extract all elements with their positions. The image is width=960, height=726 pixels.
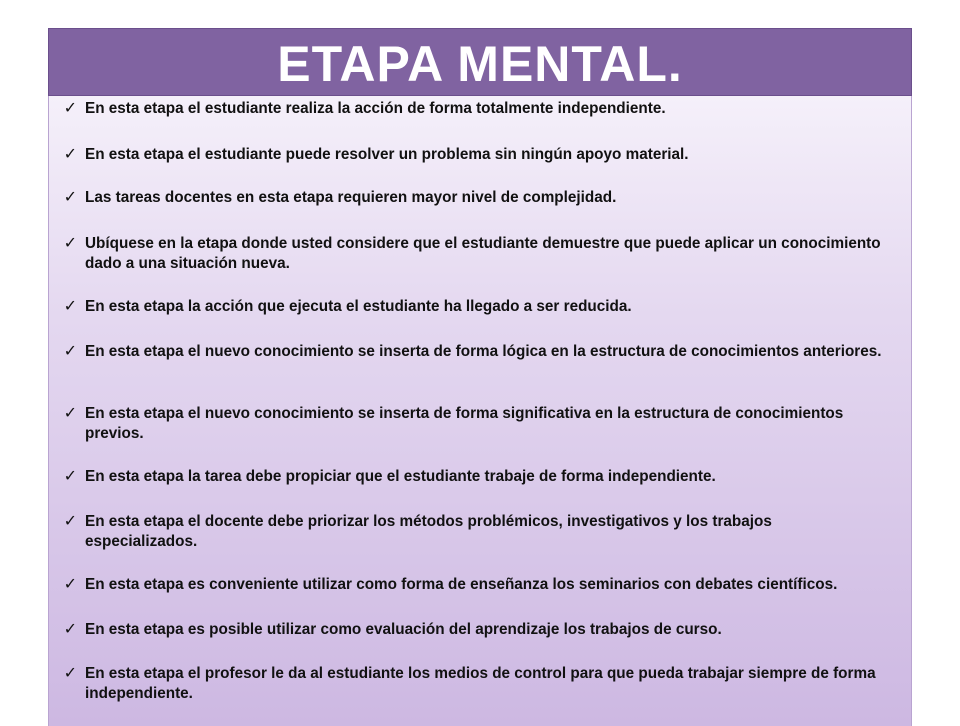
check-icon: ✓ [63, 146, 77, 163]
check-icon: ✓ [63, 405, 77, 422]
content-box [48, 96, 912, 726]
bullet-item [49, 234, 913, 274]
check-icon: ✓ [63, 298, 77, 315]
check-icon: ✓ [63, 621, 77, 638]
bullet-text: Las tareas docentes en esta etapa requieren mayor nivel de complejidad. [85, 189, 617, 206]
check-icon: ✓ [63, 189, 77, 206]
bullet-item [49, 467, 913, 487]
bullet-text: En esta etapa el nuevo conocimiento se inserta de forma lógica en la estructura de conocimientos anteriores. [85, 343, 882, 360]
check-icon: ✓ [63, 513, 77, 530]
bullet-item [49, 664, 913, 704]
bullet-text: En esta etapa el profesor le da al estudiante los medios de control para que pueda trabajar siempre de forma independiente. [85, 665, 876, 702]
check-icon: ✓ [63, 235, 77, 252]
check-icon: ✓ [63, 468, 77, 485]
title-bar [48, 28, 912, 96]
bullet-text: En esta etapa es conveniente utilizar como forma de enseñanza los seminarios con debates científicos. [85, 576, 838, 593]
check-icon: ✓ [63, 576, 77, 593]
bullet-text: En esta etapa el nuevo conocimiento se inserta de forma significativa en la estructura de conocimientos previos. [85, 405, 844, 442]
bullet-item [49, 99, 913, 119]
bullet-item [49, 512, 913, 552]
bullet-item [49, 188, 913, 208]
check-icon: ✓ [63, 343, 77, 360]
bullet-text: En esta etapa el docente debe priorizar los métodos problémicos, investigativos y los trabajos especializados. [85, 513, 772, 550]
bullet-text: Ubíquese en la etapa donde usted considere que el estudiante demuestre que puede aplicar un conocimiento dado a una situación nueva. [85, 235, 881, 272]
bullet-text: En esta etapa la tarea debe propiciar que el estudiante trabaje de forma independiente. [85, 468, 716, 485]
bullet-item [49, 297, 913, 317]
bullet-item [49, 145, 913, 165]
bullet-item [49, 620, 913, 640]
check-icon: ✓ [63, 100, 77, 117]
bullet-text: En esta etapa el estudiante puede resolver un problema sin ningún apoyo material. [85, 146, 689, 163]
check-icon: ✓ [63, 665, 77, 682]
bullet-item [49, 342, 913, 362]
bullet-text: En esta etapa es posible utilizar como evaluación del aprendizaje los trabajos de curso. [85, 621, 722, 638]
slide-title: ETAPA MENTAL. [277, 36, 683, 92]
bullet-item [49, 575, 913, 595]
bullet-text: En esta etapa la acción que ejecuta el estudiante ha llegado a ser reducida. [85, 298, 632, 315]
bullet-text: En esta etapa el estudiante realiza la acción de forma totalmente independiente. [85, 100, 666, 117]
bullet-item [49, 404, 913, 444]
